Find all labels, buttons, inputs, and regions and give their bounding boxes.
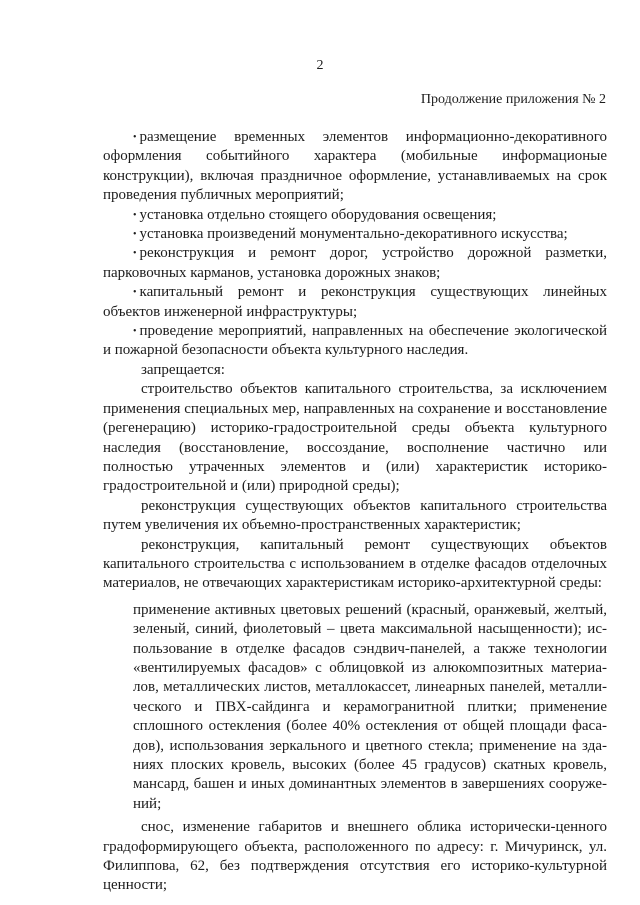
bullet-item: • установка отдельно стоящего оборудования освещения; bbox=[103, 206, 607, 225]
materials-line: дов), использования зеркального и цветного стекла; применение на зда- bbox=[133, 737, 607, 754]
bullet-icon: • bbox=[133, 229, 137, 241]
prohibited-heading: запрещается: bbox=[141, 361, 225, 378]
document-body bbox=[103, 128, 607, 896]
materials-line: пользование в отделке фасадов сэндвич-панелей, а также технологии bbox=[133, 640, 607, 657]
prohibited-item: реконструкция существующих объектов капитального строительства путем увеличения их объемно-пространственных характеристик; bbox=[103, 497, 607, 534]
bullet-item: • проведение мероприятий, направленных на обеспечение экологической и пожарной безопасности объекта культурного наследия. bbox=[103, 323, 607, 359]
bullet-icon: • bbox=[133, 209, 137, 221]
bullet-icon: • bbox=[133, 287, 137, 299]
bullet-item: • капитальный ремонт и реконструкция существующих линейных объектов инженерной инфраструктуры; bbox=[103, 284, 607, 320]
prohibited-item: строительство объектов капитального строительства, за исключением применения специальных мер, направленных на сохранение и восстановление (регенерацию) историко-градостроительной среды объекта культурного наследия (восстановление, воссоздание, восполнение частично или полностью утраченных элементов и (или) характеристик историко-градостроительной и (или) природной среды); bbox=[103, 381, 607, 495]
materials-line: применение активных цветовых решений (красный, оранжевый, желтый, bbox=[133, 601, 607, 618]
bullet-icon: • bbox=[133, 248, 137, 260]
materials-line: ний; bbox=[133, 795, 162, 812]
bullet-icon: • bbox=[133, 132, 137, 143]
materials-line: мансард, башен и иных доминантных элементов в завершениях сооруже- bbox=[133, 776, 607, 793]
materials-line: ческого и ПВХ-сайдинга и керамогранитной плитки; применение bbox=[133, 698, 607, 715]
materials-line: зеленый, синий, фиолетовый – цвета максимальной насыщенности); ис- bbox=[133, 621, 607, 638]
bullet-item: • реконструкция и ремонт дорог, устройство дорожной разметки, парковочных карманов, установка дорожных знаков; bbox=[103, 245, 607, 281]
materials-line: сплошного остекления (более 40% остекления от общей площади фаса- bbox=[133, 718, 607, 735]
materials-block bbox=[133, 601, 607, 814]
materials-line: ниях плоских кровель, высоких (более 45 градусов) скатных кровель, bbox=[133, 757, 607, 773]
bullet-icon: • bbox=[133, 326, 137, 338]
bullet-item: • размещение временных элементов информационно-декоративного оформления событийного характера (мобильные информационые конструкции), включая праздничное оформление, устанавливаемых на срок проведения публичных мероприятий; bbox=[103, 129, 607, 204]
appendix-continuation-label: Продолжение приложения № 2 bbox=[420, 92, 606, 107]
bullet-item: • установка произведений монументально-декоративного искусства; bbox=[103, 225, 607, 244]
prohibited-item: реконструкция, капитальный ремонт существующих объектов капитального строительства с использованием в отделке фасадов отделочных материалов, не отвечающих характеристикам историко-архитектурной среды: bbox=[103, 536, 607, 592]
page-number: 2 bbox=[316, 58, 324, 73]
materials-line: лов, металлических листов, металлокассет, линеарных панелей, металли- bbox=[133, 679, 607, 696]
materials-line: «вентилируемых фасадов» с облицовкой из алюкомпозитных материа- bbox=[133, 659, 607, 676]
demolition-item: снос, изменение габаритов и внешнего облика исторически-ценного градоформирующего объекта, расположенного по адресу: г. Мичуринск, ул. Филиппова, 62, без подтверждения отсутствия его историко-культурной ценности; bbox=[103, 819, 607, 894]
